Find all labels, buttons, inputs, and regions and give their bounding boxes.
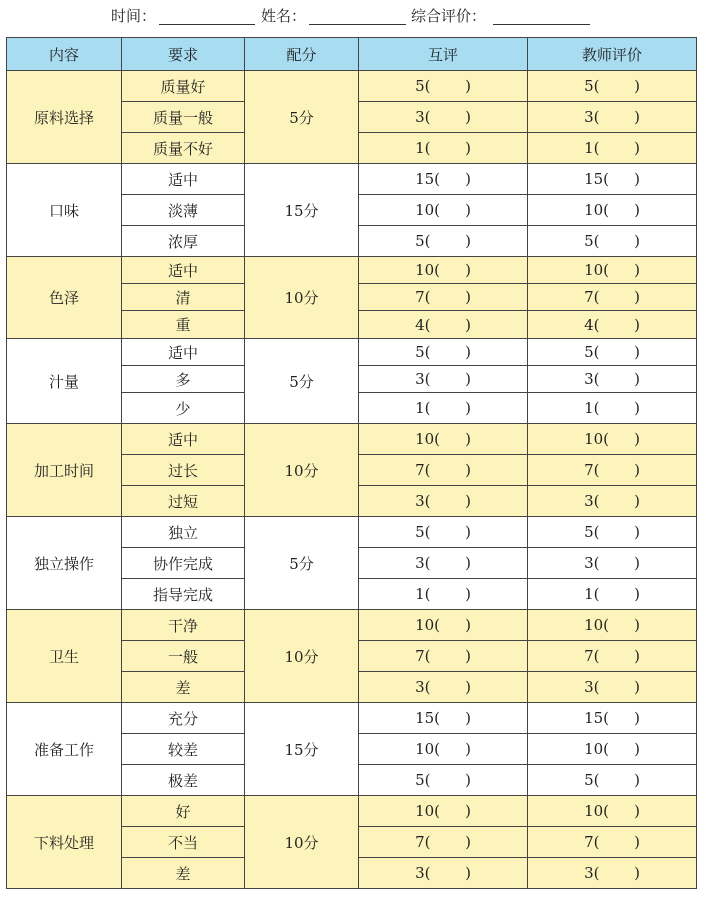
teacher-score-cell[interactable] [528, 858, 697, 889]
content-cell: 色泽 [7, 257, 122, 339]
peer-score-value: 1( [415, 399, 431, 417]
close-paren: ) [634, 802, 640, 820]
peer-score-cell[interactable] [359, 164, 528, 195]
teacher-score-cell[interactable] [528, 455, 697, 486]
close-paren: ) [465, 261, 471, 279]
points-cell: 15分 [245, 703, 359, 796]
teacher-score-value: 10( [584, 201, 610, 219]
teacher-score-value: 3( [584, 864, 600, 882]
teacher-score-value: 10( [584, 261, 610, 279]
teacher-score-value: 5( [584, 232, 600, 250]
peer-score-value: 5( [415, 523, 431, 541]
table-row [7, 796, 697, 827]
peer-score-cell[interactable] [359, 858, 528, 889]
close-paren: ) [465, 461, 471, 479]
overall-label: 综合评价： [411, 7, 487, 25]
requirement-cell: 较差 [122, 734, 245, 765]
peer-score-cell[interactable] [359, 71, 528, 102]
peer-score-cell[interactable] [359, 796, 528, 827]
time-field[interactable] [159, 24, 255, 25]
peer-score-value: 5( [415, 771, 431, 789]
peer-score-cell[interactable] [359, 257, 528, 284]
close-paren: ) [634, 201, 640, 219]
peer-score-cell[interactable] [359, 517, 528, 548]
requirement-cell: 极差 [122, 765, 245, 796]
content-cell: 汁量 [7, 339, 122, 424]
column-header: 要求 [122, 38, 245, 71]
close-paren: ) [465, 554, 471, 572]
peer-score-cell[interactable] [359, 393, 528, 424]
table-row [7, 164, 697, 195]
teacher-score-value: 10( [584, 616, 610, 634]
close-paren: ) [465, 201, 471, 219]
teacher-score-value: 7( [584, 461, 600, 479]
teacher-score-cell[interactable] [528, 257, 697, 284]
close-paren: ) [634, 399, 640, 417]
close-paren: ) [465, 678, 471, 696]
teacher-score-value: 10( [584, 430, 610, 448]
content-cell: 独立操作 [7, 517, 122, 610]
close-paren: ) [465, 492, 471, 510]
close-paren: ) [465, 771, 471, 789]
points-cell: 10分 [245, 610, 359, 703]
table-row [7, 339, 697, 366]
requirement-cell: 适中 [122, 257, 245, 284]
teacher-score-cell[interactable] [528, 641, 697, 672]
teacher-score-value: 1( [584, 139, 600, 157]
peer-score-value: 5( [415, 232, 431, 250]
teacher-score-cell[interactable] [528, 734, 697, 765]
peer-score-value: 1( [415, 585, 431, 603]
requirement-cell: 浓厚 [122, 226, 245, 257]
close-paren: ) [634, 523, 640, 541]
peer-score-value: 10( [415, 802, 441, 820]
points-cell: 15分 [245, 164, 359, 257]
close-paren: ) [465, 864, 471, 882]
column-header: 内容 [7, 38, 122, 71]
close-paren: ) [634, 315, 640, 334]
peer-score-cell[interactable] [359, 486, 528, 517]
teacher-score-cell[interactable] [528, 71, 697, 102]
requirement-cell: 适中 [122, 424, 245, 455]
close-paren: ) [465, 709, 471, 727]
teacher-score-cell[interactable] [528, 226, 697, 257]
table-row [7, 610, 697, 641]
points-cell: 5分 [245, 339, 359, 424]
teacher-score-value: 3( [584, 678, 600, 696]
peer-score-value: 7( [415, 461, 431, 479]
close-paren: ) [634, 647, 640, 665]
close-paren: ) [634, 430, 640, 448]
teacher-score-value: 3( [584, 370, 600, 388]
requirement-cell: 重 [122, 311, 245, 339]
close-paren: ) [465, 740, 471, 758]
peer-score-cell[interactable] [359, 703, 528, 734]
teacher-score-value: 5( [584, 77, 600, 95]
teacher-score-cell[interactable] [528, 102, 697, 133]
teacher-score-cell[interactable] [528, 765, 697, 796]
close-paren: ) [465, 616, 471, 634]
teacher-score-value: 7( [584, 833, 600, 851]
peer-score-value: 3( [415, 370, 431, 388]
close-paren: ) [465, 802, 471, 820]
peer-score-cell[interactable] [359, 672, 528, 703]
overall-field[interactable] [493, 24, 590, 25]
peer-score-value: 3( [415, 492, 431, 510]
points-cell: 10分 [245, 257, 359, 339]
teacher-score-value: 10( [584, 802, 610, 820]
peer-score-value: 10( [415, 430, 441, 448]
close-paren: ) [634, 740, 640, 758]
close-paren: ) [634, 461, 640, 479]
requirement-cell: 一般 [122, 641, 245, 672]
peer-score-cell[interactable] [359, 734, 528, 765]
peer-score-value: 15( [415, 709, 441, 727]
teacher-score-cell[interactable] [528, 311, 697, 339]
close-paren: ) [465, 370, 471, 388]
close-paren: ) [634, 232, 640, 250]
name-field[interactable] [309, 24, 406, 25]
teacher-score-value: 5( [584, 523, 600, 541]
requirement-cell: 协作完成 [122, 548, 245, 579]
teacher-score-cell[interactable] [528, 339, 697, 366]
close-paren: ) [634, 370, 640, 388]
close-paren: ) [634, 170, 640, 188]
requirement-cell: 质量好 [122, 71, 245, 102]
teacher-score-value: 3( [584, 492, 600, 510]
peer-score-cell[interactable] [359, 548, 528, 579]
teacher-score-cell[interactable] [528, 284, 697, 311]
teacher-score-value: 4( [584, 315, 600, 334]
peer-score-value: 4( [415, 315, 431, 334]
teacher-score-cell[interactable] [528, 366, 697, 393]
teacher-score-value: 3( [584, 554, 600, 572]
close-paren: ) [634, 709, 640, 727]
close-paren: ) [634, 261, 640, 279]
teacher-score-value: 7( [584, 288, 600, 306]
requirement-cell: 质量不好 [122, 133, 245, 164]
peer-score-cell[interactable] [359, 610, 528, 641]
points-cell: 10分 [245, 424, 359, 517]
peer-score-cell[interactable] [359, 311, 528, 339]
points-cell: 10分 [245, 796, 359, 889]
close-paren: ) [634, 678, 640, 696]
peer-score-cell[interactable] [359, 827, 528, 858]
close-paren: ) [465, 108, 471, 126]
table-row [7, 703, 697, 734]
requirement-cell: 质量一般 [122, 102, 245, 133]
teacher-score-cell[interactable] [528, 827, 697, 858]
close-paren: ) [634, 288, 640, 306]
requirement-cell: 指导完成 [122, 579, 245, 610]
requirement-cell: 过短 [122, 486, 245, 517]
requirement-cell: 淡薄 [122, 195, 245, 226]
close-paren: ) [634, 864, 640, 882]
close-paren: ) [465, 399, 471, 417]
teacher-score-cell[interactable] [528, 703, 697, 734]
column-header: 教师评价 [528, 38, 697, 71]
content-cell: 下料处理 [7, 796, 122, 889]
close-paren: ) [634, 616, 640, 634]
table-row [7, 257, 697, 284]
teacher-score-cell[interactable] [528, 164, 697, 195]
requirement-cell: 差 [122, 858, 245, 889]
peer-score-cell[interactable] [359, 102, 528, 133]
teacher-score-cell[interactable] [528, 579, 697, 610]
teacher-score-value: 15( [584, 170, 610, 188]
time-label: 时间： [111, 7, 157, 25]
peer-score-value: 1( [415, 139, 431, 157]
peer-score-value: 7( [415, 647, 431, 665]
peer-score-value: 3( [415, 108, 431, 126]
teacher-score-cell[interactable] [528, 517, 697, 548]
close-paren: ) [465, 585, 471, 603]
peer-score-cell[interactable] [359, 765, 528, 796]
peer-score-value: 10( [415, 261, 441, 279]
peer-score-cell[interactable] [359, 641, 528, 672]
name-label: 姓名： [261, 7, 307, 25]
close-paren: ) [634, 343, 640, 361]
peer-score-cell[interactable] [359, 424, 528, 455]
table-row [7, 517, 697, 548]
peer-score-cell[interactable] [359, 195, 528, 226]
content-cell: 准备工作 [7, 703, 122, 796]
teacher-score-cell[interactable] [528, 424, 697, 455]
peer-score-value: 5( [415, 77, 431, 95]
close-paren: ) [634, 833, 640, 851]
close-paren: ) [465, 315, 471, 334]
close-paren: ) [634, 139, 640, 157]
peer-score-value: 10( [415, 740, 441, 758]
teacher-score-cell[interactable] [528, 393, 697, 424]
teacher-score-value: 10( [584, 740, 610, 758]
peer-score-value: 7( [415, 833, 431, 851]
peer-score-cell[interactable] [359, 366, 528, 393]
column-header: 互评 [359, 38, 528, 71]
content-cell: 口味 [7, 164, 122, 257]
peer-score-cell[interactable] [359, 226, 528, 257]
requirement-cell: 独立 [122, 517, 245, 548]
requirement-cell: 多 [122, 366, 245, 393]
requirement-cell: 好 [122, 796, 245, 827]
teacher-score-cell[interactable] [528, 796, 697, 827]
requirement-cell: 适中 [122, 339, 245, 366]
peer-score-cell[interactable] [359, 579, 528, 610]
close-paren: ) [634, 585, 640, 603]
peer-score-value: 7( [415, 288, 431, 306]
close-paren: ) [465, 288, 471, 306]
peer-score-value: 5( [415, 343, 431, 361]
teacher-score-value: 5( [584, 771, 600, 789]
content-cell: 加工时间 [7, 424, 122, 517]
teacher-score-cell[interactable] [528, 548, 697, 579]
close-paren: ) [634, 554, 640, 572]
peer-score-value: 10( [415, 616, 441, 634]
requirement-cell: 差 [122, 672, 245, 703]
requirement-cell: 干净 [122, 610, 245, 641]
close-paren: ) [465, 833, 471, 851]
close-paren: ) [465, 430, 471, 448]
points-cell: 5分 [245, 517, 359, 610]
peer-score-value: 3( [415, 554, 431, 572]
peer-score-cell[interactable] [359, 339, 528, 366]
teacher-score-value: 7( [584, 647, 600, 665]
close-paren: ) [634, 771, 640, 789]
close-paren: ) [465, 77, 471, 95]
close-paren: ) [465, 647, 471, 665]
requirement-cell: 适中 [122, 164, 245, 195]
teacher-score-cell[interactable] [528, 133, 697, 164]
content-cell: 原料选择 [7, 71, 122, 164]
teacher-score-value: 1( [584, 585, 600, 603]
close-paren: ) [465, 343, 471, 361]
teacher-score-cell[interactable] [528, 610, 697, 641]
points-cell: 5分 [245, 71, 359, 164]
close-paren: ) [634, 108, 640, 126]
form-header [0, 0, 706, 34]
teacher-score-cell[interactable] [528, 672, 697, 703]
requirement-cell: 清 [122, 284, 245, 311]
requirement-cell: 过长 [122, 455, 245, 486]
teacher-score-cell[interactable] [528, 486, 697, 517]
table-row [7, 71, 697, 102]
column-header: 配分 [245, 38, 359, 71]
evaluation-table [6, 37, 697, 889]
close-paren: ) [465, 170, 471, 188]
close-paren: ) [465, 232, 471, 250]
peer-score-value: 15( [415, 170, 441, 188]
table-row [7, 424, 697, 455]
peer-score-cell[interactable] [359, 133, 528, 164]
teacher-score-value: 5( [584, 343, 600, 361]
requirement-cell: 充分 [122, 703, 245, 734]
peer-score-value: 3( [415, 678, 431, 696]
teacher-score-value: 3( [584, 108, 600, 126]
close-paren: ) [465, 139, 471, 157]
teacher-score-value: 15( [584, 709, 610, 727]
close-paren: ) [465, 523, 471, 541]
peer-score-value: 3( [415, 864, 431, 882]
close-paren: ) [634, 77, 640, 95]
content-cell: 卫生 [7, 610, 122, 703]
requirement-cell: 不当 [122, 827, 245, 858]
peer-score-cell[interactable] [359, 284, 528, 311]
close-paren: ) [634, 492, 640, 510]
peer-score-cell[interactable] [359, 455, 528, 486]
requirement-cell: 少 [122, 393, 245, 424]
teacher-score-value: 1( [584, 399, 600, 417]
teacher-score-cell[interactable] [528, 195, 697, 226]
peer-score-value: 10( [415, 201, 441, 219]
table-header-row [7, 38, 697, 71]
